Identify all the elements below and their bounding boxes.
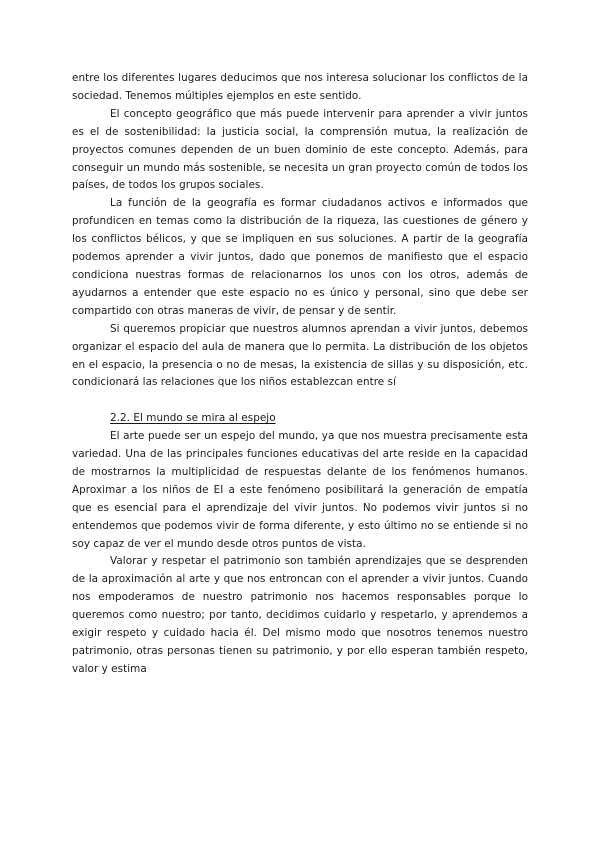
paragraph-sostenibilidad: El concepto geográfico que más puede intervenir para aprender a vivir juntos es el de sostenibilidad: la justicia social, la comprensión mutua, la realización de proyectos comunes dependen de un buen dominio de este concepto. Además, para conseguir un mundo más sostenible, se necesita un gran proyecto común de todos los países, de todos los grupos sociales.: [72, 107, 528, 192]
paragraph-espacio-aula: Si queremos propiciar que nuestros alumnos aprendan a vivir juntos, debemos organizar el espacio del aula de manera que lo permita. La distribución de los objetos en el espacio, la presencia o no de mesas, la existencia de sillas y su disposición, etc. condicionará las relaciones que los niños establezcan entre sí: [72, 322, 528, 389]
paragraph-continuation: entre los diferentes lugares deducimos que nos interesa solucionar los conflictos de la sociedad. Tenemos múltiples ejemplos en este sentido.: [72, 72, 528, 102]
section-spacer: [72, 392, 528, 410]
section-heading: 2.2. El mundo se mira al espejo: [110, 412, 276, 425]
paragraph-patrimonio: Valorar y respetar el patrimonio son también aprendizajes que se desprenden de la aproximación al arte y que nos entroncan con el aprender a vivir juntos. Cuando nos empoderamos de nuestro patrimonio nos hacemos responsables porque lo queremos como nuestro; por tanto, decidimos cuidarlo y respetarlo, y aprendemos a exigir respeto y cuidado hacia él. Del mismo modo que nosotros tenemos nuestro patrimonio, otras personas tienen su patrimonio, y por ello esperan también respeto, valor y estima: [72, 555, 528, 675]
paragraph-arte-espejo: El arte puede ser un espejo del mundo, ya que nos muestra precisamente esta variedad. Una de las principales funciones educativas del arte reside en la capacidad de mostrarnos la multiplicidad de respuestas delante de los fenómenos humanos. Aproximar a los niños de EI a este fenómeno posibilitará la generación de empatía que es esencial para el aprendizaje del vivir juntos. No podemos vivir juntos si no entendemos que podemos vivir de forma diferente, y esto último no se entiende si no soy capaz de ver el mundo desde otros puntos de vista.: [72, 430, 528, 550]
paragraph-funcion-geografia: La función de la geografía es formar ciudadanos activos e informados que profundicen en temas como la distribución de la riqueza, las cuestiones de género y los conflictos bélicos, y que se impliquen en sus soluciones. A partir de la geografía podemos aprender a vivir juntos, dado que ponemos de manifiesto que el espacio condiciona nuestras formas de relacionarnos los unos con los otros, además de ayudarnos a entender que este espacio no es único y personal, sino que debe ser compartido con otras maneras de vivir, de pensar y de sentir.: [72, 197, 528, 317]
body-text: [72, 70, 528, 679]
